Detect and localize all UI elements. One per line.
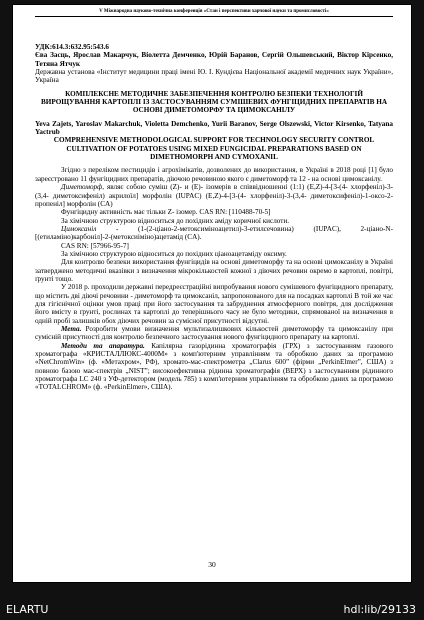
fungicidal-activity-line: Фунгіцидну активність має тільки Z- ізомер. CAS RN: [110488-70-5]: [61, 208, 271, 217]
header-rule: [35, 16, 393, 17]
chem-structure-1: За хімічною структурою відноситься до похідних аміду коричної кислоти.: [61, 216, 290, 225]
document-page: [13, 5, 411, 582]
paragraph-intro: Згідно з переліком пестицидів і агрохімікатів, дозволених до використання, в Україні в 2018 році [1] було зареєстровано 11 фунгіцидних препаратів, діючою речовиною якого є диметоморф та 12 - на основі цимоксанілу.: [35, 166, 393, 183]
aim-label: Мета.: [61, 325, 82, 333]
dimethomorph-label: Диметоморф,: [61, 183, 105, 192]
paragraph-aim: [35, 325, 393, 342]
aim-text: Розробити умови визначення мультизалишкових кількостей диметоморфу та цимоксанілу при сумісній присутності для контролю безпечного застосування нового фунгіцидного препарату на картоплі.: [35, 325, 393, 342]
authors-en: Yeva Zajets, Yaroslav Makarchuk, Violetta Demchenko, Yurii Baranov, Serge Olszewski, Victor Kirsenko, Tatyana Yactrub: [35, 119, 393, 137]
paragraph-2018: У 2018 р. проходили державні передреєстраційні випробування нового сумішевого фунгіцидного препарату, що містить дві діючі речовини - диметоморф та цимоксаніл, запропонованого для на посадках картоплі В той же час для гігієнічної оцінки умов праці при його застосування та забруднення атмосферного повітря, для дослідження його вмісту в ґрунті, рослинах та картоплі до теперішнього часу не було методики, спрямованої на визначення в одній пробі залишків обох діючих речовин за сумісної присутності відсутні.: [35, 283, 393, 325]
authors-ua: Єва Засць, Ярослав Макарчук, Віолетта Демченко, Юрій Баранов, Сергій Ольшевський, Віктор Кірсенко, Тетяна Ятчук: [35, 51, 393, 68]
cymoxanil-label: Цимоксаніл: [61, 224, 97, 233]
viewer-footer: [0, 600, 424, 620]
cymoxanil-text: - (1-(2-ціано-2-метоксиміноацетил)-3-етилсечовина) (IUPAC), 2-ціано-N-[(етиламіно)карбоніл]-2-(метоксиіміно)ацетамід (CA).: [35, 224, 393, 242]
repository-label: ELARTU: [6, 603, 49, 616]
udc-code: УДК:614.3:632.95:543.6: [35, 43, 109, 51]
handle-label: hdl:lib/29133: [343, 603, 416, 616]
methods-label: Методи та апаратура.: [61, 341, 145, 350]
dimethomorph-text: являє собою суміш (Z)- и (E)- ізомерів в співвідношенні (1:1) (E,Z)-4-[3-(4- хлорфеніл)-3-(3,4- диметоксифеніл) акрилоїл] морфолін (IUPAC) (E,Z)-4-[3-(4- хлорфеніл)-3-(3,4- диметоксифеніл)-1-оксо-2-пропеніл] морфолін (CA): [35, 183, 393, 208]
paragraph-control: Для контролю безпеки використання фунгіцидів на основі диметоморфу та на основі цимоксанілу в Україні затверджено методичні вказівки з визначення мікрокількостей кожної з діючих речовин окремо в картоплі, повітрі, ґрунті тощо.: [35, 258, 393, 283]
paragraph-cymoxanil: [35, 225, 393, 242]
chem-structure-2: За хімічною структурою відноситься до похідних ціаноацетаміду оксиму.: [61, 249, 287, 258]
conference-header: V Міжнародна науково-технічна конференція «Стан і перспективи харчової науки та промисловості»: [99, 9, 329, 14]
paragraph-dimethomorph: [35, 183, 393, 208]
affiliation: Державна установа «Інститут медицини праці імені Ю. І. Кундієва Національної академії медичних наук України», Україна: [35, 68, 393, 85]
paragraph-methods: [35, 342, 393, 392]
cas-cymoxanil: CAS RN: [57966-95-7]: [61, 241, 129, 250]
title-ua: КОМПЛЕКСНЕ МЕТОДИЧНЕ ЗАБЕЗПЕЧЕННЯ КОНТРОЛЮ БЕЗПЕКИ ТЕХНОЛОГІЙ ВИРОЩУВАННЯ КАРТОПЛІ ІЗ ЗАСТОСУВАННЯМ СУМІШЕВИХ ФУНГІЦИДНИХ ПРЕПАРАТІВ НА ОСНОВІ ДИМЕТОМОРФУ ТА ЦИМОКСАНІЛУ: [40, 89, 388, 115]
article-body: [35, 43, 393, 392]
methods-text: Капілярна газорідинна хроматографія (ГРХ) з застосуванням газового хроматографа «КРИСТАЛЛЮКС-4000М» з комп'ютерним управлінням та обробкою даних за програмою «NetChromWin» (ф. «Метахром», РФ), хромато-мас-спектрометра „Clarus 600” (фірми „PerkinElmer”, США) з повною базою мас-спектрів „NIST”; високоефективна рідинна хроматографія (ВЕРХ) з застосуванням рідинного хроматографа LC 240 з УФ-детектором (модель 785) з комп'ютерним управлінням та обробкою даних за програмою «TOTALCHROM» (ф. «PerkinElmer», США).: [35, 341, 393, 392]
title-en: COMPREHENSIVE METHODOLOGICAL SUPPORT FOR TECHNOLOGY SECURITY CONTROL CULTIVATION OF POTATOES USING MIXED FUNGICIDAL PREPARATIONS BASED ON DIMETHOMORPH AND CYMOXANIL: [53, 136, 375, 162]
page-number: 30: [208, 560, 216, 569]
